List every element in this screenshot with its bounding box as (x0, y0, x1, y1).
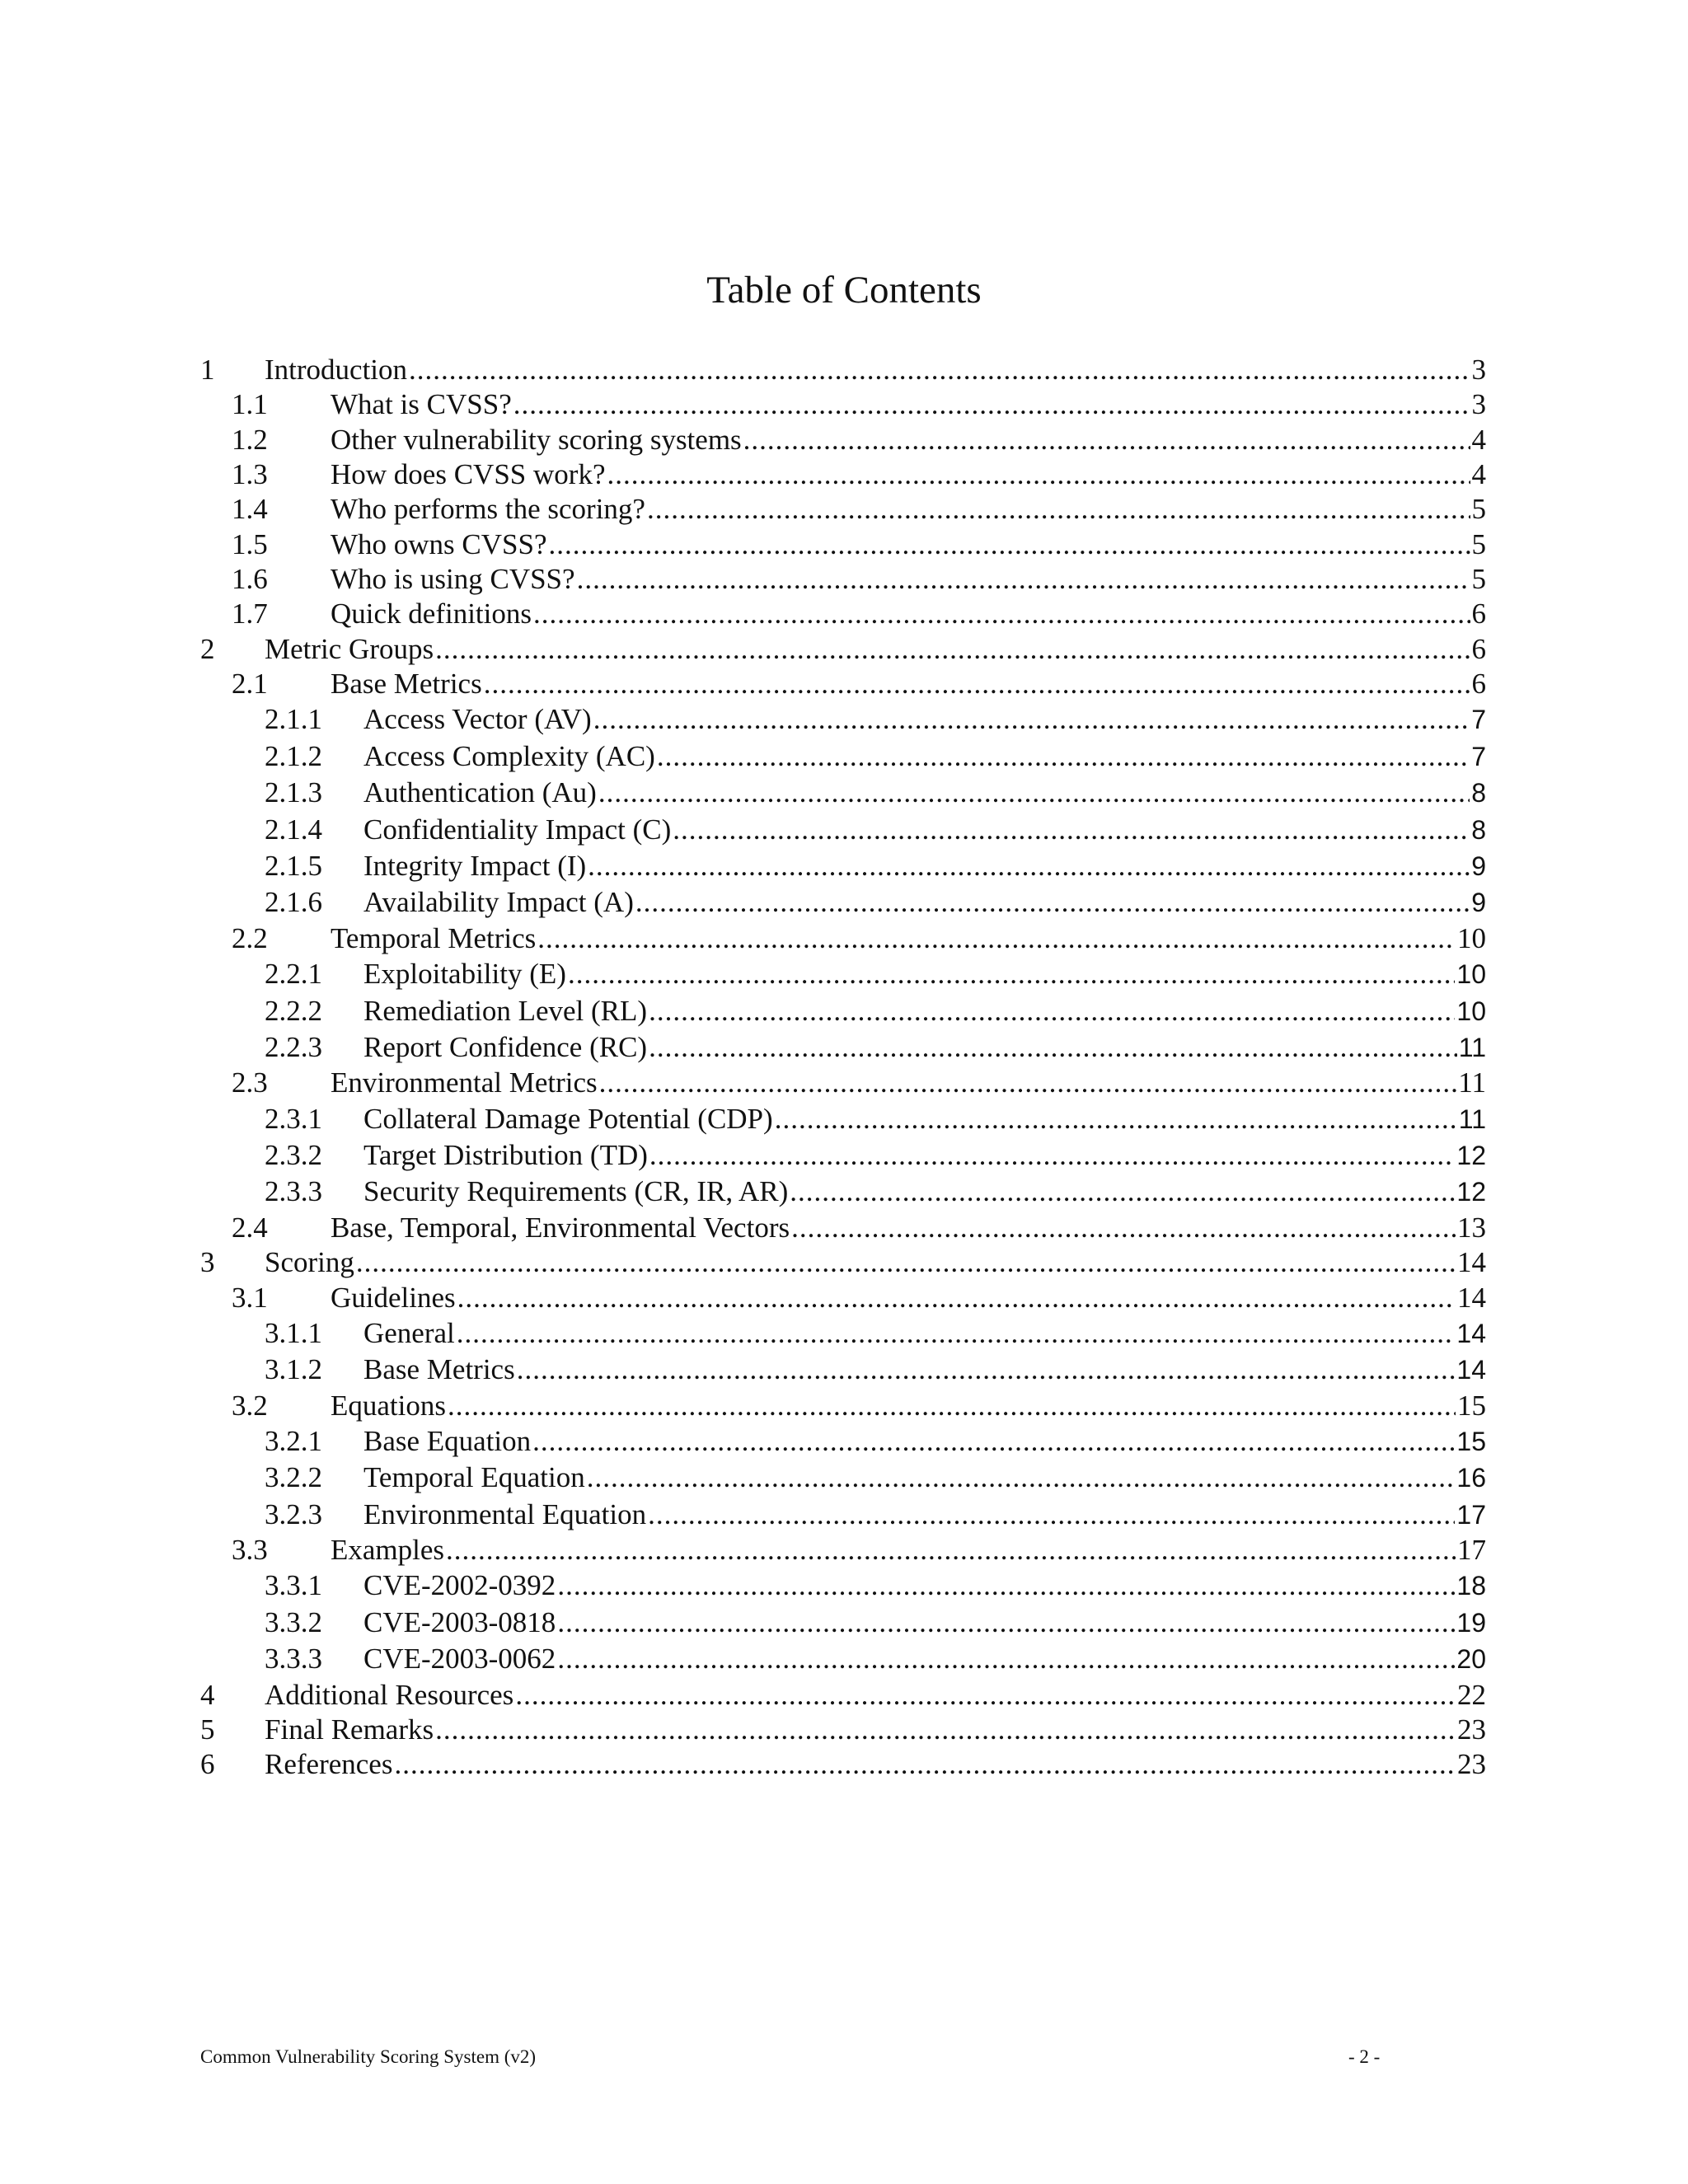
toc-entry[interactable] (200, 492, 1486, 527)
toc-entry-label: Base Equation (363, 1424, 532, 1457)
toc-entry-label: How does CVSS work? (331, 458, 606, 491)
toc-entry-label: Collateral Damage Potential (CDP) (363, 1102, 773, 1135)
toc-entry-page: 6 (1471, 598, 1486, 630)
toc-entry-page: 10 (1456, 959, 1486, 990)
toc-entry-number: 1.6 (232, 563, 268, 596)
toc-entry-number: 3.2 (232, 1389, 268, 1422)
toc-entry-label: Integrity Impact (I) (363, 850, 587, 882)
toc-dot-leader (743, 423, 1470, 457)
toc-entry[interactable] (200, 387, 1486, 422)
toc-entry-label: Base, Temporal, Environmental Vectors (331, 1211, 790, 1244)
toc-entry-line (363, 1101, 1486, 1137)
toc-entry-page: 20 (1456, 1644, 1486, 1675)
toc-dot-leader (649, 1137, 1456, 1174)
toc-entry[interactable] (200, 1460, 1486, 1496)
toc-entry-number: 2.1.6 (265, 886, 322, 919)
toc-entry-line (363, 1641, 1486, 1677)
toc-entry-line (331, 1281, 1486, 1315)
toc-entry-line (331, 457, 1486, 492)
toc-entry-page: 6 (1471, 632, 1486, 665)
toc-entry-line (331, 387, 1486, 422)
toc-entry[interactable] (200, 1533, 1486, 1568)
toc-entry-number: 3.1 (232, 1281, 268, 1314)
toc-entry-number: 2.2.3 (265, 1030, 322, 1063)
toc-entry-number: 3.1.2 (265, 1353, 322, 1386)
toc-entry[interactable] (200, 1211, 1486, 1245)
toc-entry[interactable] (200, 632, 1486, 667)
toc-entry[interactable] (200, 812, 1486, 848)
toc-entry-label: Availability Impact (A) (363, 886, 634, 919)
toc-entry-line (363, 1352, 1486, 1388)
toc-dot-leader (673, 812, 1470, 848)
toc-entry-page: 15 (1457, 1389, 1486, 1422)
toc-entry-line (331, 1533, 1486, 1568)
toc-entry[interactable] (200, 1423, 1486, 1460)
toc-entry-page: 23 (1457, 1713, 1486, 1746)
toc-entry[interactable] (200, 1641, 1486, 1677)
toc-entry-line (363, 1137, 1486, 1174)
toc-entry[interactable] (200, 1029, 1486, 1066)
table-of-contents (200, 353, 1486, 1783)
toc-entry-page: 5 (1471, 493, 1486, 526)
toc-entry-label: Remediation Level (RL) (363, 994, 648, 1027)
toc-dot-leader (448, 1389, 1456, 1423)
page-title: Table of Contents (706, 269, 982, 312)
toc-entry-page: 15 (1456, 1426, 1486, 1456)
toc-entry[interactable] (200, 423, 1486, 457)
toc-entry-page: 5 (1471, 563, 1486, 596)
toc-entry[interactable] (200, 1352, 1486, 1388)
toc-dot-leader (435, 632, 1470, 667)
toc-dot-leader (515, 1678, 1456, 1713)
toc-entry-number: 5 (200, 1713, 215, 1746)
toc-entry-number: 2.2 (232, 921, 268, 954)
toc-dot-leader (635, 884, 1470, 921)
toc-entry[interactable] (200, 775, 1486, 811)
toc-dot-leader (649, 1029, 1457, 1066)
toc-entry-line (265, 1245, 1486, 1280)
toc-entry-line (331, 1211, 1486, 1245)
toc-entry-page: 12 (1456, 1141, 1486, 1171)
toc-entry-page: 11 (1458, 1032, 1486, 1062)
toc-entry-number: 2.3.1 (265, 1102, 322, 1135)
toc-dot-leader (647, 492, 1470, 527)
toc-dot-leader (557, 1568, 1455, 1604)
toc-entry-number: 3.3.1 (265, 1569, 322, 1602)
toc-entry-label: General (363, 1316, 455, 1349)
toc-dot-leader (532, 1423, 1455, 1460)
toc-entry-number: 1 (200, 354, 215, 386)
toc-entry-number: 1.2 (232, 423, 268, 456)
toc-dot-leader (593, 701, 1470, 738)
toc-entry[interactable] (200, 527, 1486, 562)
toc-entry-page: 18 (1456, 1571, 1486, 1601)
toc-entry-page: 17 (1456, 1499, 1486, 1530)
toc-entry[interactable] (200, 1315, 1486, 1352)
toc-entry-number: 2.4 (232, 1211, 268, 1244)
toc-entry-number: 1.3 (232, 458, 268, 491)
toc-entry-number: 2.1.4 (265, 813, 322, 846)
toc-entry-number: 3.3.2 (265, 1605, 322, 1638)
toc-entry-label: Base Metrics (331, 668, 482, 701)
toc-entry-line (331, 562, 1486, 597)
toc-entry-line (331, 597, 1486, 631)
toc-dot-leader (649, 993, 1455, 1029)
toc-dot-leader (537, 921, 1456, 956)
toc-entry-number: 2.1 (232, 668, 268, 701)
toc-entry-label: Security Requirements (CR, IR, AR) (363, 1175, 789, 1208)
toc-entry-label: Base Metrics (363, 1353, 515, 1386)
toc-entry-number: 6 (200, 1748, 215, 1781)
toc-entry-number: 3.3 (232, 1534, 268, 1567)
toc-entry[interactable] (200, 848, 1486, 884)
toc-entry[interactable] (200, 921, 1486, 956)
toc-entry-line (363, 1174, 1486, 1210)
toc-entry-label: Report Confidence (RC) (363, 1030, 648, 1063)
toc-entry-label: Introduction (265, 354, 408, 386)
toc-entry[interactable] (200, 353, 1486, 387)
toc-entry-number: 2 (200, 632, 215, 665)
toc-dot-leader (607, 457, 1470, 492)
toc-entry-line (363, 1423, 1486, 1460)
toc-entry-label: Confidentiality Impact (C) (363, 813, 672, 846)
toc-entry[interactable] (200, 1605, 1486, 1641)
toc-entry-label: Quick definitions (331, 598, 532, 630)
toc-entry-page: 10 (1456, 996, 1486, 1026)
toc-entry-label: Temporal Metrics (331, 921, 537, 954)
toc-entry-line (265, 1713, 1486, 1747)
footer-page-number: - 2 - (1348, 2046, 1381, 2067)
toc-entry-label: Guidelines (331, 1281, 456, 1314)
toc-entry-number: 1.5 (232, 527, 268, 560)
toc-entry-label: Examples (331, 1534, 445, 1567)
toc-dot-leader (457, 1281, 1456, 1315)
toc-entry-number: 1.7 (232, 598, 268, 630)
toc-dot-leader (513, 387, 1470, 422)
toc-entry-line (363, 775, 1486, 811)
toc-entry-line (363, 1029, 1486, 1066)
toc-entry-label: Equations (331, 1389, 446, 1422)
toc-dot-leader (446, 1533, 1456, 1568)
toc-entry-number: 4 (200, 1678, 215, 1711)
toc-entry-page: 16 (1456, 1463, 1486, 1493)
toc-entry-label: Target Distribution (TD) (363, 1139, 648, 1172)
toc-entry-page: 14 (1457, 1246, 1486, 1279)
toc-entry-number: 2.2.2 (265, 994, 322, 1027)
toc-entry-line (363, 1568, 1486, 1604)
toc-entry-number: 2.1.2 (265, 739, 322, 772)
toc-entry-line (363, 1497, 1486, 1533)
toc-entry[interactable] (200, 1389, 1486, 1423)
toc-dot-leader (457, 1315, 1456, 1352)
toc-entry-line (331, 423, 1486, 457)
toc-entry-label: CVE-2002-0392 (363, 1569, 556, 1602)
toc-entry-label: What is CVSS? (331, 388, 512, 421)
toc-dot-leader (484, 667, 1470, 701)
toc-entry-line (331, 667, 1486, 701)
toc-entry-number: 1.4 (232, 493, 268, 526)
toc-entry[interactable] (200, 457, 1486, 492)
toc-entry-page: 12 (1456, 1177, 1486, 1207)
toc-entry[interactable] (200, 993, 1486, 1029)
toc-entry-line (363, 1315, 1486, 1352)
toc-entry-number: 2.1.3 (265, 776, 322, 809)
toc-entry[interactable] (200, 956, 1486, 992)
toc-entry-label: CVE-2003-0818 (363, 1605, 556, 1638)
toc-entry-page: 10 (1457, 921, 1486, 954)
toc-entry-page: 14 (1457, 1281, 1486, 1314)
toc-dot-leader (598, 775, 1470, 811)
toc-entry-label: Other vulnerability scoring systems (331, 423, 742, 456)
toc-entry[interactable] (200, 1281, 1486, 1315)
toc-entry-label: Access Complexity (AC) (363, 739, 655, 772)
toc-entry-page: 4 (1471, 423, 1486, 456)
toc-entry-line (331, 1066, 1486, 1100)
toc-entry-page: 9 (1471, 888, 1486, 918)
toc-entry-line (363, 1460, 1486, 1496)
toc-entry-page: 5 (1471, 527, 1486, 560)
toc-entry-page: 9 (1471, 851, 1486, 881)
toc-dot-leader (599, 1066, 1457, 1100)
toc-entry-page: 8 (1471, 814, 1486, 845)
toc-entry-line (331, 1389, 1486, 1423)
toc-entry-line (265, 632, 1486, 667)
toc-entry-line (331, 921, 1486, 956)
toc-entry[interactable] (200, 1568, 1486, 1604)
toc-entry-line (363, 848, 1486, 884)
toc-entry-line (363, 993, 1486, 1029)
toc-entry-number: 3.3.3 (265, 1643, 322, 1675)
toc-entry-label: Environmental Metrics (331, 1066, 598, 1099)
toc-entry-label: Scoring (265, 1246, 354, 1279)
toc-entry[interactable] (200, 884, 1486, 921)
toc-dot-leader (790, 1174, 1455, 1210)
toc-entry-label: References (265, 1748, 393, 1781)
toc-entry-page: 8 (1471, 778, 1486, 808)
toc-entry-number: 2.2.1 (265, 958, 322, 991)
toc-entry[interactable] (200, 1497, 1486, 1533)
toc-entry-page: 7 (1471, 705, 1486, 735)
toc-entry-number: 3 (200, 1246, 215, 1279)
toc-dot-leader (588, 848, 1470, 884)
toc-entry[interactable] (200, 1747, 1486, 1782)
toc-entry-line (331, 492, 1486, 527)
toc-dot-leader (557, 1605, 1455, 1641)
toc-entry-label: Temporal Equation (363, 1461, 585, 1494)
toc-entry-page: 13 (1457, 1211, 1486, 1244)
toc-entry-line (363, 738, 1486, 775)
toc-dot-leader (356, 1245, 1456, 1280)
toc-entry-page: 22 (1457, 1678, 1486, 1711)
toc-dot-leader (549, 527, 1470, 562)
toc-entry-page: 14 (1456, 1355, 1486, 1385)
toc-entry-page: 6 (1471, 668, 1486, 701)
toc-entry[interactable] (200, 701, 1486, 738)
toc-entry-page: 4 (1471, 458, 1486, 491)
toc-entry-number: 2.1.1 (265, 703, 322, 736)
toc-entry-number: 3.2.3 (265, 1497, 322, 1530)
toc-entry[interactable] (200, 1174, 1486, 1210)
toc-entry-page: 11 (1458, 1104, 1486, 1134)
toc-entry-number: 2.3.3 (265, 1175, 322, 1208)
toc-dot-leader (657, 738, 1470, 775)
toc-entry-line (331, 527, 1486, 562)
toc-entry[interactable] (200, 1713, 1486, 1747)
toc-entry-line (363, 884, 1486, 921)
toc-entry-label: Metric Groups (265, 632, 434, 665)
toc-entry-page: 3 (1471, 354, 1486, 386)
toc-entry[interactable] (200, 562, 1486, 597)
toc-entry-label: Who is using CVSS? (331, 563, 575, 596)
toc-entry-number: 3.1.1 (265, 1316, 322, 1349)
toc-entry-page: 14 (1456, 1318, 1486, 1348)
toc-entry-page: 3 (1471, 388, 1486, 421)
toc-dot-leader (791, 1211, 1456, 1245)
toc-dot-leader (648, 1497, 1455, 1533)
toc-dot-leader (435, 1713, 1456, 1747)
toc-entry-line (265, 1747, 1486, 1782)
toc-dot-leader (587, 1460, 1456, 1496)
toc-entry[interactable] (200, 1678, 1486, 1713)
toc-entry-page: 17 (1457, 1534, 1486, 1567)
toc-entry-line (265, 353, 1486, 387)
toc-entry[interactable] (200, 1101, 1486, 1137)
toc-entry[interactable] (200, 1137, 1486, 1174)
toc-entry-line (363, 812, 1486, 848)
toc-entry-page: 7 (1471, 741, 1486, 771)
toc-entry-line (265, 1678, 1486, 1713)
toc-entry-label: Exploitability (E) (363, 958, 566, 991)
toc-entry-label: Final Remarks (265, 1713, 434, 1746)
toc-entry-page: 11 (1458, 1066, 1486, 1099)
toc-dot-leader (394, 1747, 1456, 1782)
toc-entry[interactable] (200, 667, 1486, 701)
toc-dot-leader (775, 1101, 1457, 1137)
toc-dot-leader (533, 597, 1470, 631)
toc-entry-number: 3.2.1 (265, 1424, 322, 1457)
toc-entry-label: CVE-2003-0062 (363, 1643, 556, 1675)
toc-entry-page: 23 (1457, 1748, 1486, 1781)
toc-entry-number: 2.1.5 (265, 850, 322, 882)
toc-entry-line (363, 1605, 1486, 1641)
toc-entry-label: Who owns CVSS? (331, 527, 547, 560)
toc-dot-leader (517, 1352, 1456, 1388)
toc-entry-number: 2.3 (232, 1066, 268, 1099)
toc-entry[interactable] (200, 1066, 1486, 1100)
toc-dot-leader (557, 1641, 1455, 1677)
toc-dot-leader (568, 956, 1455, 992)
toc-dot-leader (577, 562, 1470, 597)
toc-entry-label: Environmental Equation (363, 1497, 647, 1530)
toc-entry-line (363, 956, 1486, 992)
toc-entry-label: Access Vector (AV) (363, 703, 592, 736)
toc-entry-number: 2.3.2 (265, 1139, 322, 1172)
toc-entry-label: Authentication (Au) (363, 776, 597, 809)
footer-document-name: Common Vulnerability Scoring System (v2) (200, 2046, 537, 2067)
toc-entry-page: 19 (1456, 1607, 1486, 1638)
toc-entry-number: 3.2.2 (265, 1461, 322, 1494)
toc-dot-leader (409, 353, 1470, 387)
toc-entry-number: 1.1 (232, 388, 268, 421)
toc-entry[interactable] (200, 597, 1486, 631)
toc-entry[interactable] (200, 738, 1486, 775)
toc-entry[interactable] (200, 1245, 1486, 1280)
toc-entry-label: Additional Resources (265, 1678, 514, 1711)
toc-entry-label: Who performs the scoring? (331, 493, 645, 526)
toc-entry-line (363, 701, 1486, 738)
